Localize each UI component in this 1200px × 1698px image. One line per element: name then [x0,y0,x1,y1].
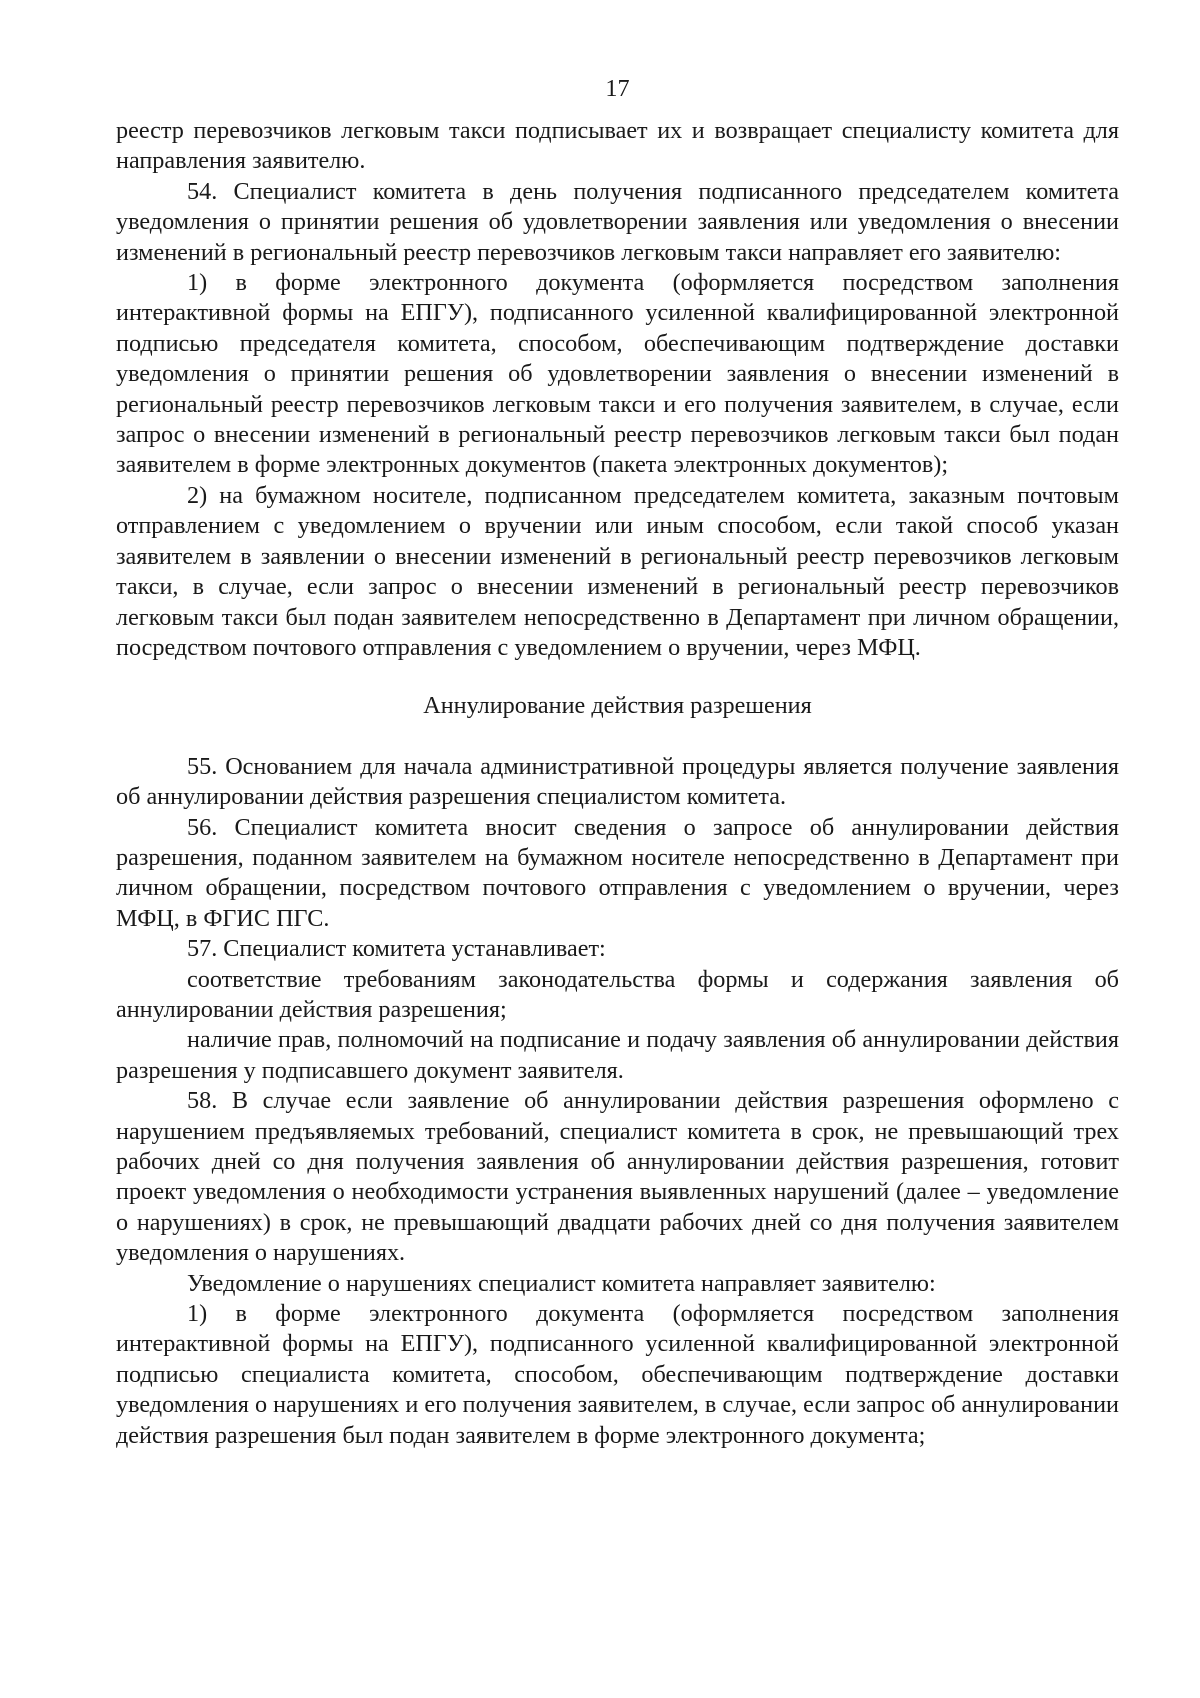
paragraph-58-notice: Уведомление о нарушениях специалист комитета направляет заявителю: [187,1269,936,1297]
paragraph-54-item-1: 1) в форме электронного документа (оформляется посредством заполнения интерактивной формы на ЕПГУ), подписанного усиленной квалифицированной электронной подписью председателя комитета, способом, обеспечивающим подтверждение доставки уведомления о принятии решения об удовлетворении заявления о внесении изменений в региональный реестр перевозчиков легковым такси и его получения заявителем, в случае, если запрос о внесении изменений в региональный реестр перевозчиков легковым такси был подан заявителем в форме электронных документов (пакета электронных документов); [116,269,1119,479]
paragraph-57: 57. Специалист комитета устанавливает: [187,935,606,963]
paragraph-58-item-1: 1) в форме электронного документа (оформляется посредством заполнения интерактивной формы на ЕПГУ), подписанного усиленной квалифицированной электронной подписью специалиста комитета, способом, обеспечивающим подтверждение доставки уведомления о нарушениях и его получения заявителем, в случае, если запрос об аннулировании действия разрешения был подан заявителем в форме электронного документа; [116,1300,1119,1449]
paragraph-continuation: реестр перевозчиков легковым такси подписывает их и возвращает специалисту комитета для направления заявителю. [116,117,1119,175]
paragraph-54-item-2: 2) на бумажном носителе, подписанном председателем комитета, заказным почтовым отправлением с уведомлением о вручении или иным способом, если такой способ указан заявителем в заявлении о внесении изменений в региональный реестр перевозчиков легковым такси, в случае, если запрос о внесении изменений в региональный реестр перевозчиков легковым такси был подан заявителем непосредственно в Департамент при личном обращении, посредством почтового отправления с уведомлением о вручении, через МФЦ. [116,481,1119,661]
page-number: 17 [605,75,630,102]
paragraph-56: 56. Специалист комитета вносит сведения о запросе об аннулировании действия разрешения, поданном заявителем на бумажном носителе непосредственно в Департамент при личном обращении, посредством почтового отправления с уведомлением о вручении, через МФЦ, в ФГИС ПГС. [116,813,1119,932]
paragraph-54: 54. Специалист комитета в день получения подписанного председателем комитета уведомления о принятии решения об удовлетворении заявления или уведомления о внесении изменений в региональный реестр перевозчиков легковым такси направляет его заявителю: [116,177,1119,266]
paragraph-57-item-1: соответствие требованиям законодательства формы и содержания заявления об аннулировании действия разрешения; [116,965,1119,1023]
paragraph-58: 58. В случае если заявление об аннулировании действия разрешения оформлено с нарушением предъявляемых требований, специалист комитета в срок, не превышающий трех рабочих дней со дня получения заявления об аннулировании действия разрешения, готовит проект уведомления о необходимости устранения выявленных нарушений (далее – уведомление о нарушениях) в срок, не превышающий двадцати рабочих дней со дня получения заявителем уведомления о нарушениях. [116,1087,1119,1267]
section-heading: Аннулирование действия разрешения [423,692,812,720]
paragraph-55: 55. Основанием для начала административной процедуры является получение заявления об аннулировании действия разрешения специалистом комитета. [116,752,1119,811]
paragraph-57-item-2: наличие прав, полномочий на подписание и подачу заявления об аннулировании действия разрешения у подписавшего документ заявителя. [116,1026,1119,1084]
